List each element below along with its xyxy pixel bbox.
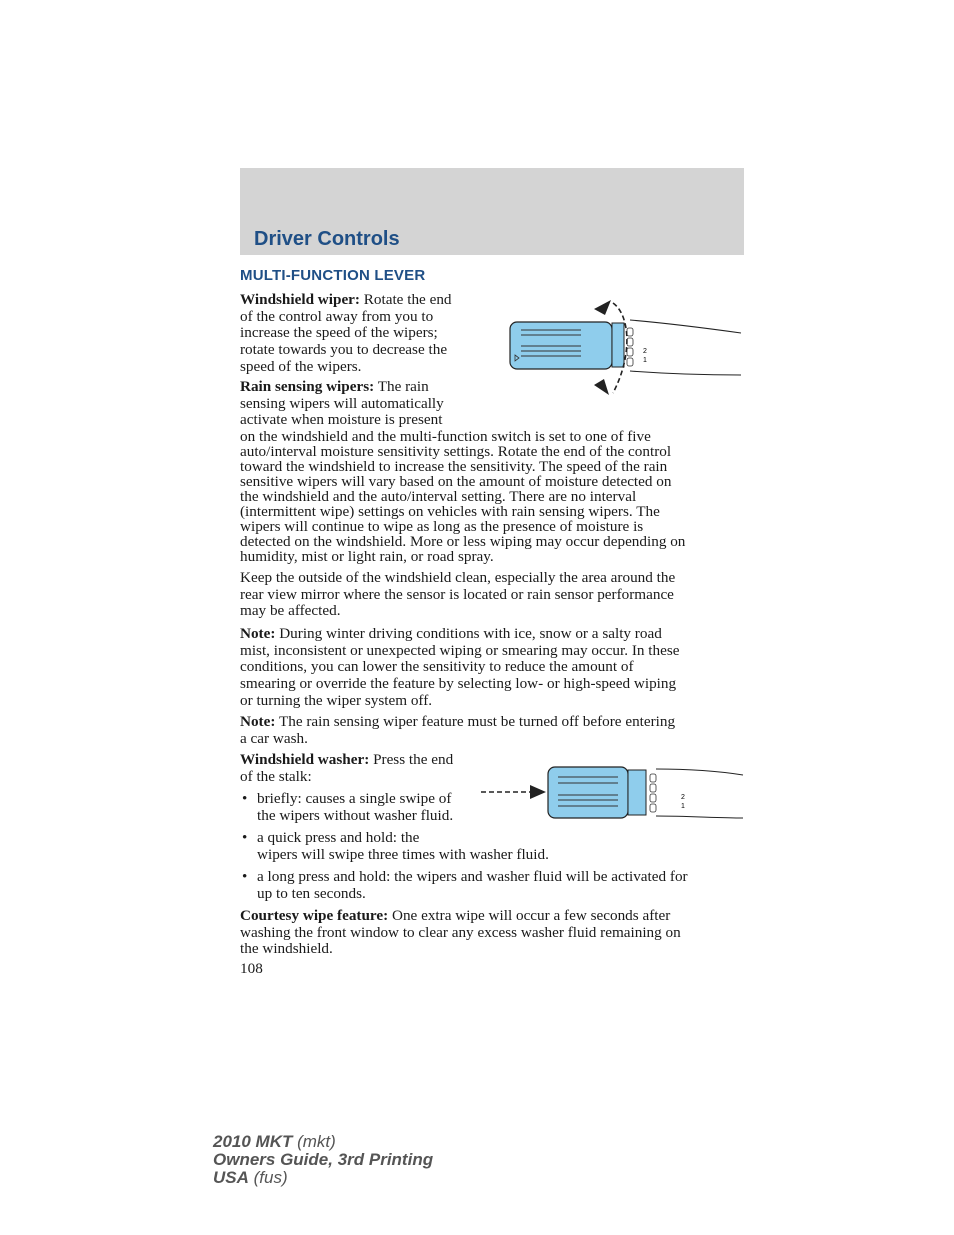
line: of the control away from you to [240, 307, 434, 325]
line: rotate towards you to decrease the [240, 341, 448, 359]
line: the wipers without washer fluid. [257, 806, 454, 824]
rotate-down-arrow-icon [594, 379, 609, 395]
term: Windshield wiper: [240, 291, 360, 308]
line: a quick press and hold: the [257, 829, 420, 846]
speed-label-1: 1 [643, 357, 647, 364]
line: wipers will swipe three times with washer fluid. [257, 845, 549, 863]
line: or turning the wiper system off. [240, 691, 433, 709]
line: the windshield and the auto/interval setting. There are no interval [240, 488, 637, 506]
speed-label-2: 2 [681, 794, 685, 801]
stalk-knob [548, 767, 628, 818]
footer-region: USA [213, 1168, 249, 1187]
bullet-marker: • [242, 790, 248, 807]
line: wipers will continue to wipe as long as the presence of moisture is [240, 518, 644, 536]
paragraph-keep-clean [240, 570, 745, 620]
paragraph-courtesy-wipe [240, 908, 745, 958]
term: Note: [240, 713, 276, 730]
line: the windshield. [240, 940, 333, 958]
line: may be affected. [240, 602, 341, 620]
bullet-marker: • [242, 829, 248, 846]
line: rear view mirror where the sensor is located or rain sensor performance [240, 585, 674, 603]
line: increase the speed of the wipers; [240, 324, 438, 342]
page-number: 108 [240, 960, 263, 977]
press-arrow-icon [530, 785, 546, 799]
line: Rotate the end [363, 291, 452, 308]
line: washing the front window to clear any excess washer fluid remaining on [240, 923, 681, 941]
wiper-stalk-rotate-figure [505, 295, 745, 400]
footer-model: 2010 MKT [213, 1132, 293, 1151]
line: a long press and hold: the wipers and washer fluid will be activated for [257, 868, 688, 885]
speed-label-1: 1 [681, 803, 685, 810]
term: Courtesy wipe feature: [240, 907, 389, 924]
footer-edition-info [213, 1133, 433, 1187]
line: auto/interval moisture sensitivity settings. Rotate the end of the control [240, 443, 672, 461]
rotate-up-arrow-icon [594, 300, 611, 315]
line: of the stalk: [240, 767, 312, 785]
term: Rain sensing wipers: [240, 378, 375, 395]
paragraph-rain-sensing [240, 379, 745, 564]
paragraph-note-car-wash [240, 714, 745, 747]
section-title: Driver Controls [254, 228, 400, 250]
line: on the windshield and the multi-function switch is set to one of five [240, 428, 651, 446]
paragraph-windshield-washer [240, 752, 488, 785]
line: a car wash. [240, 729, 308, 747]
line: smearing or override the feature by selecting low- or high-speed wiping [240, 675, 677, 693]
line: sensitive wipers will vary based on the amount of moisture detected on [240, 473, 672, 491]
line: briefly: causes a single swipe of [257, 790, 452, 807]
line: During winter driving conditions with ice, snow or a salty road [279, 625, 662, 642]
bullet-marker: • [242, 868, 248, 885]
wiper-stalk-press-figure [478, 762, 746, 824]
section-heading: MULTI-FUNCTION LEVER [240, 267, 426, 284]
line: toward the windshield to increase the sensitivity. The speed of the rain [240, 458, 668, 476]
paragraph-windshield-wiper [240, 292, 488, 376]
term: Note: [240, 625, 276, 642]
footer-guide-printing: Owners Guide, 3rd Printing [213, 1150, 434, 1169]
line: Keep the outside of the windshield clean, especially the area around the [240, 569, 676, 586]
line: The rain sensing wiper feature must be turned off before entering [278, 713, 676, 730]
footer-region-code: (fus) [253, 1168, 288, 1187]
line: Press the end [373, 751, 454, 768]
speed-label-2: 2 [643, 348, 647, 355]
line: up to ten seconds. [257, 884, 366, 902]
line: The rain [377, 378, 429, 395]
line: One extra wipe will occur a few seconds after [391, 907, 671, 924]
term: Windshield washer: [240, 751, 370, 768]
line: activate when moisture is present [240, 411, 443, 429]
line: conditions, you can lower the sensitivity to reduce the amount of [240, 658, 634, 676]
line: mist, inconsistent or unexpected wiping or smearing may occur. In these [240, 641, 680, 659]
line: (intermittent wipe) settings on vehicles with rain sensing wipers. The [240, 503, 660, 521]
line: speed of the wipers. [240, 357, 362, 375]
line: detected on the windshield. More or less wiping may occur depending on [240, 533, 686, 551]
footer-model-code: (mkt) [297, 1132, 336, 1151]
line: humidity, mist or light rain, or road spray. [240, 548, 494, 566]
paragraph-note-winter [240, 626, 745, 710]
line: sensing wipers will automatically [240, 394, 444, 412]
